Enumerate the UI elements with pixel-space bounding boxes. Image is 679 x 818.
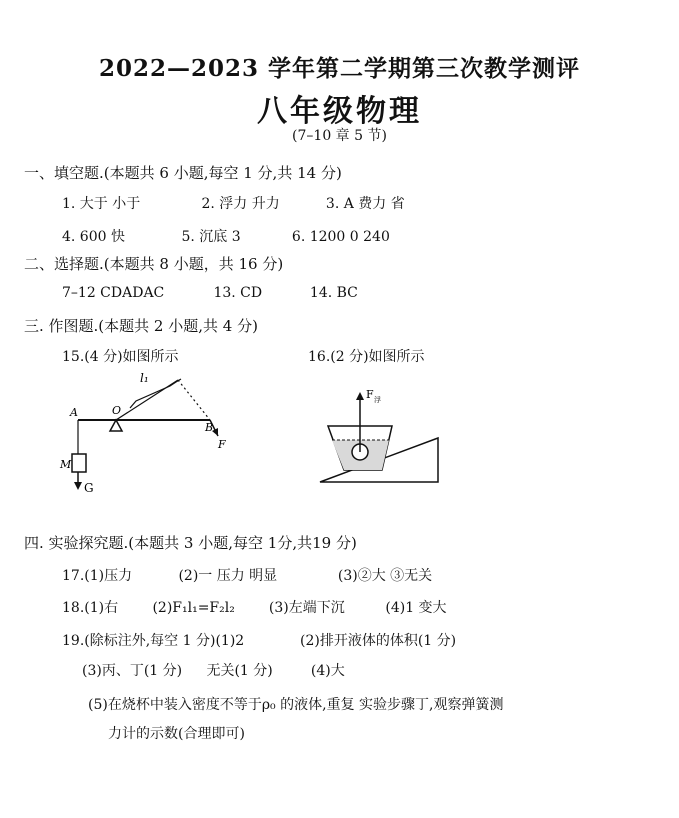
- section1-heading: 一、填空题.(本题共 6 小题,每空 1 分,共 14 分): [24, 164, 342, 182]
- force-extension-line: [178, 380, 210, 420]
- section1-line2: [62, 226, 390, 246]
- section2-answers: [62, 285, 358, 301]
- label-a: A: [70, 406, 78, 419]
- arm-brace: [130, 379, 181, 408]
- exam-title: 2022—2023 学年第二学期第三次教学测评: [98, 55, 581, 82]
- q18-part4: (4)1 变大: [385, 600, 447, 616]
- answer-q13: 13. CD: [213, 285, 263, 301]
- lever-diagram: [50, 368, 250, 508]
- q19-line2: [82, 660, 345, 680]
- answer-q4: 4. 600 快: [62, 229, 125, 245]
- q19-line1b: (2)排开液体的体积(1 分): [300, 633, 457, 649]
- label-m: M: [60, 458, 72, 471]
- subject-title: 八年级物理: [257, 94, 422, 129]
- fulcrum-icon: [110, 420, 122, 431]
- q18-line: [62, 597, 447, 617]
- mass-block: [72, 454, 86, 472]
- label-f: F: [218, 438, 226, 451]
- q17-part3: (3)②大 ③无关: [337, 568, 433, 584]
- answer-q7-12: 7–12 CDADAC: [62, 285, 165, 301]
- section3-heading: 三. 作图题.(本题共 2 小题,共 4 分): [24, 317, 258, 335]
- answer-q6: 6. 1200 0 240: [291, 229, 390, 245]
- q15-label: 15.(4 分)如图所示: [62, 349, 179, 365]
- answer-q1: 1. 大于 小于: [62, 196, 141, 212]
- q19-part4: (4)大: [310, 663, 345, 679]
- q19-line4: 力计的示数(合理即可): [108, 726, 245, 742]
- q17-part2: (2)一 压力 明显: [178, 568, 278, 584]
- buoyancy-arrowhead: [356, 392, 364, 400]
- q19-line3: (5)在烧杯中装入密度不等于ρ₀ 的液体,重复 实验步骤丁,观察弹簧测: [88, 697, 504, 713]
- gravity-arrowhead: [74, 482, 82, 490]
- section4-heading: 四. 实验探究题.(本题共 3 小题,每空 1分,共19 分): [24, 534, 357, 552]
- q19-part3: (3)丙、丁(1 分): [82, 663, 183, 679]
- label-o: O: [112, 404, 122, 417]
- q18-part1: 18.(1)右: [62, 600, 119, 616]
- q17-part1: 17.(1)压力: [62, 568, 133, 584]
- q19-part3b: 无关(1 分): [206, 663, 273, 679]
- answer-q3: 3. A 费力 省: [325, 196, 405, 212]
- label-b: B: [205, 421, 214, 434]
- label-l1: l₁: [140, 371, 149, 385]
- answer-q14: 14. BC: [309, 285, 358, 301]
- q19-line1: 19.(除标注外,每空 1 分)(1)2: [62, 633, 245, 649]
- label-f-sub: 浮: [374, 396, 381, 404]
- section2-heading: 二、选择题.(本题共 8 小题，共 16 分): [24, 255, 284, 273]
- q17-line: [62, 565, 432, 585]
- buoyancy-diagram: [310, 382, 450, 492]
- q18-part3: (3)左端下沉: [268, 600, 345, 616]
- section1-line1: [62, 193, 405, 213]
- chapter-scope: (7–10 章 5 节): [292, 128, 387, 144]
- label-g: G: [84, 481, 94, 495]
- q16-label: 16.(2 分)如图所示: [308, 349, 425, 365]
- answer-q2: 2. 浮力 升力: [201, 196, 280, 212]
- q18-part2: (2)F₁l₁=F₂l₂: [152, 600, 235, 616]
- answer-q5: 5. 沉底 3: [181, 229, 241, 245]
- label-f-buoy: F: [366, 388, 374, 401]
